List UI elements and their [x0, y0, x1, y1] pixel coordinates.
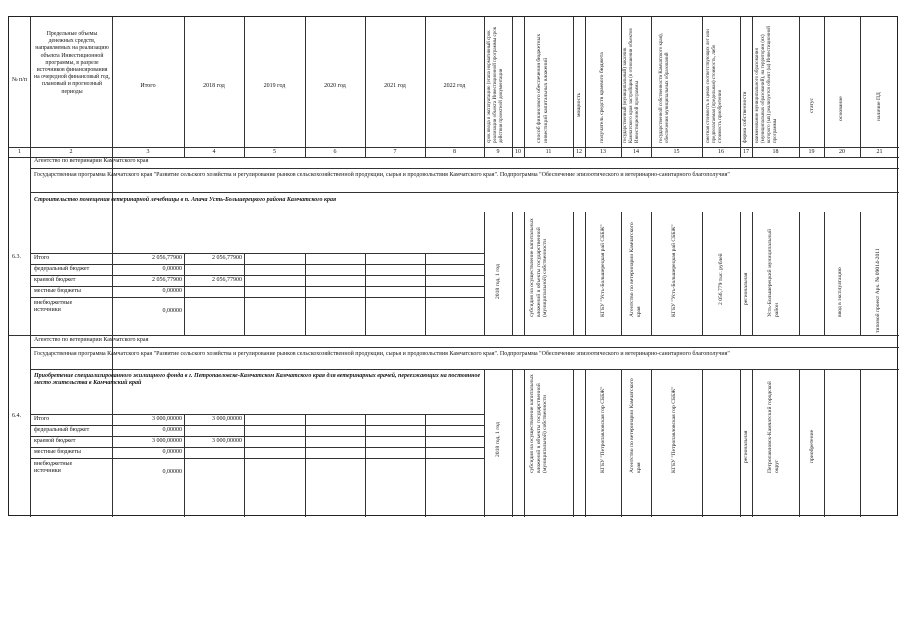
fin-total: 2 056,77900: [152, 255, 182, 261]
col-number: 13: [600, 149, 606, 155]
fin-total: 0,00000: [162, 308, 182, 314]
header-year-2020: 2020 год: [324, 83, 346, 89]
col-number: 9: [496, 149, 500, 155]
col-number: 21: [876, 149, 883, 155]
col-number: 6: [333, 149, 337, 155]
estimated-cost: 2 056,779 тыс. рублей: [718, 253, 724, 305]
fin-label: краевой бюджет: [34, 438, 76, 444]
project-title: Приобретение специализированного жилищного фонда в г. Петропавловске-Камчатском Камчатского края для ветеринарных врачей, переезжающих на постоянное место жительства в Камчатский край: [34, 373, 481, 386]
developer: КГБУ "Петропавловская гор СББЖ": [671, 386, 677, 473]
col-number: 14: [633, 149, 639, 155]
col-number: 1: [18, 149, 21, 155]
row-number: 6.3.: [12, 254, 21, 260]
fin-label: федеральный бюджет: [34, 427, 90, 433]
header-col15: государственной собственности Камчатского края), обеспечения муниципальных образований: [659, 33, 670, 143]
funds-recipient: КГБУ "Усть-Большерецкая рай СББЖ": [600, 224, 606, 317]
municipality: Петропавловск-Камчатский городской округ: [767, 381, 780, 473]
col-number: 20: [839, 149, 845, 155]
fin-label: местные бюджеты: [34, 449, 81, 455]
header-col20: основание: [838, 96, 844, 121]
header-num: № п/п: [11, 77, 28, 83]
header-year-2022: 2022 год: [443, 83, 466, 89]
col-number: 15: [673, 149, 680, 155]
fin-total: 0,00000: [162, 449, 182, 455]
project-term: 2018 год, 1 год: [495, 264, 501, 299]
header-col19: статус: [809, 98, 815, 113]
col-number: 5: [273, 149, 276, 155]
program-label: Государственная программа Камчатского края "Развитие сельского хозяйства и регулирование рынков сельскохозяйственной продукции, сырья и продовольствия Камчатского края". Подпрограмма "Обеспечение эпизоотического и ветеринарно-санитарного благополучия": [34, 351, 730, 357]
fin-label: внебюджетные источники: [34, 461, 73, 474]
fin-total: 2 056,77900: [152, 277, 182, 283]
header-col21: наличие ПД: [876, 92, 882, 121]
fin-label: Итого: [34, 416, 50, 422]
col-number: 18: [772, 149, 779, 155]
col-number: 8: [453, 149, 456, 155]
fin-label: местные бюджеты: [34, 288, 81, 294]
col-number: 3: [146, 149, 150, 155]
header-col13: получатель средств краевого бюджета: [599, 52, 605, 143]
fin-total: 0,00000: [162, 469, 182, 475]
customer: Агентство по ветеринарии Камчатского края: [629, 222, 642, 317]
financing-method: субсидия на осуществление капитальных вложений в объекты государственной (муниципальной) собственности: [529, 374, 548, 473]
header-col18: наименование муниципального образования (муниципальных образований), на территории (ях) которого (ых) реализуется объект (ы) Инвестиционной программы: [755, 26, 778, 143]
header-total: Итого: [140, 83, 156, 89]
fin-label: Итого: [34, 255, 50, 261]
fin-total: 0,00000: [162, 266, 182, 272]
col-number: 10: [515, 149, 521, 155]
col-number: 4: [212, 149, 216, 155]
header-limits: Предельные объемы денежных средств, направляемых на реализацию объекта Инвестиционной программы, в разрезе источников финансирования на очередной финансовый год, плановый и прогнозный периоды: [34, 31, 110, 95]
fin-2018: 2 056,77900: [212, 255, 242, 261]
fin-label: федеральный бюджет: [34, 266, 90, 272]
fin-2018: 3 000,00000: [212, 438, 242, 444]
header-year-2018: 2018 год: [203, 83, 225, 89]
agency-label: Агентство по ветеринарии Камчатского края: [34, 158, 149, 164]
fin-total: 0,00000: [162, 288, 182, 294]
financing-method: субсидия на осуществление капитальных вложений в объекты государственной (муниципальной) собственности: [529, 218, 548, 317]
fin-2018: 2 056,77900: [212, 277, 242, 283]
investment-table: [8, 16, 898, 516]
agency-label: Агентство по ветеринарии Камчатского края: [34, 337, 149, 343]
project-title: Строительство помещения ветеринарной лечебницы в п. Апача Усть-Большерецкого района Камчатского края: [34, 197, 337, 203]
header-col9: срок ввода в эксплуатацию (этапа нормативный срок реализации объекта Инвестиционной программы срок действия проектной документации: [487, 26, 504, 143]
header-year-2021: 2021 год: [384, 83, 406, 89]
ownership-form: региональная: [743, 430, 749, 463]
fin-label: внебюджетные источники: [34, 300, 73, 313]
fin-total: 3 000,00000: [152, 416, 182, 422]
ownership-form: региональная: [743, 272, 749, 305]
col-number: 11: [545, 149, 552, 155]
row-number: 6.4.: [12, 413, 21, 419]
program-label: Государственная программа Камчатского края "Развитие сельского хозяйства и регулирование рынков сельскохозяйственной продукции, сырья и продовольствия Камчатского края". Подпрограмма "Обеспечение эпизоотического и ветеринарно-санитарного благополучия": [34, 172, 730, 178]
header-col12: мощность: [576, 92, 582, 117]
fin-label: краевой бюджет: [34, 277, 76, 283]
fin-total: 3 000,00000: [152, 438, 182, 444]
col-number: 19: [808, 149, 815, 155]
project-status: приобретение: [809, 429, 815, 463]
col-number: 7: [393, 149, 397, 155]
col-number: 17: [743, 149, 749, 155]
col-number: 2: [69, 149, 73, 155]
developer: КГБУ "Усть-Большерецкая рай СББЖ": [671, 224, 677, 317]
funds-recipient: КГБУ "Петропавловская гор СББЖ": [600, 386, 606, 473]
header-col16: сметная стоимость в ценах соответствующих лет или предполагаемая (предельная) стоимость, либо стоимость приобретения: [706, 29, 723, 143]
project-docs: типовой проект Арх. № 09014-2011: [875, 248, 881, 333]
customer: Агентство по ветеринарии Камчатского края: [629, 378, 642, 473]
project-status: ввод в эксплуатацию: [837, 267, 843, 317]
header-year-2019: 2019 год: [263, 83, 286, 89]
col-number: 12: [576, 149, 582, 155]
municipality: Усть-Большерецкий муниципальный район: [767, 229, 780, 317]
header-col17: форма собственности: [742, 91, 748, 143]
fin-2018: 3 000,00000: [212, 416, 242, 422]
header-col14: государственный (муниципальный) заказчик Камчатского края застройщик (в отношении объектов Инвестиционной программы: [623, 28, 640, 143]
header-col11: способ финансового обеспечения бюджетных инвестиций капитальных вложений: [536, 33, 549, 143]
fin-total: 0,00000: [162, 427, 182, 433]
col-number: 16: [718, 149, 724, 155]
project-term: 2018 год, 1 год: [495, 422, 501, 457]
